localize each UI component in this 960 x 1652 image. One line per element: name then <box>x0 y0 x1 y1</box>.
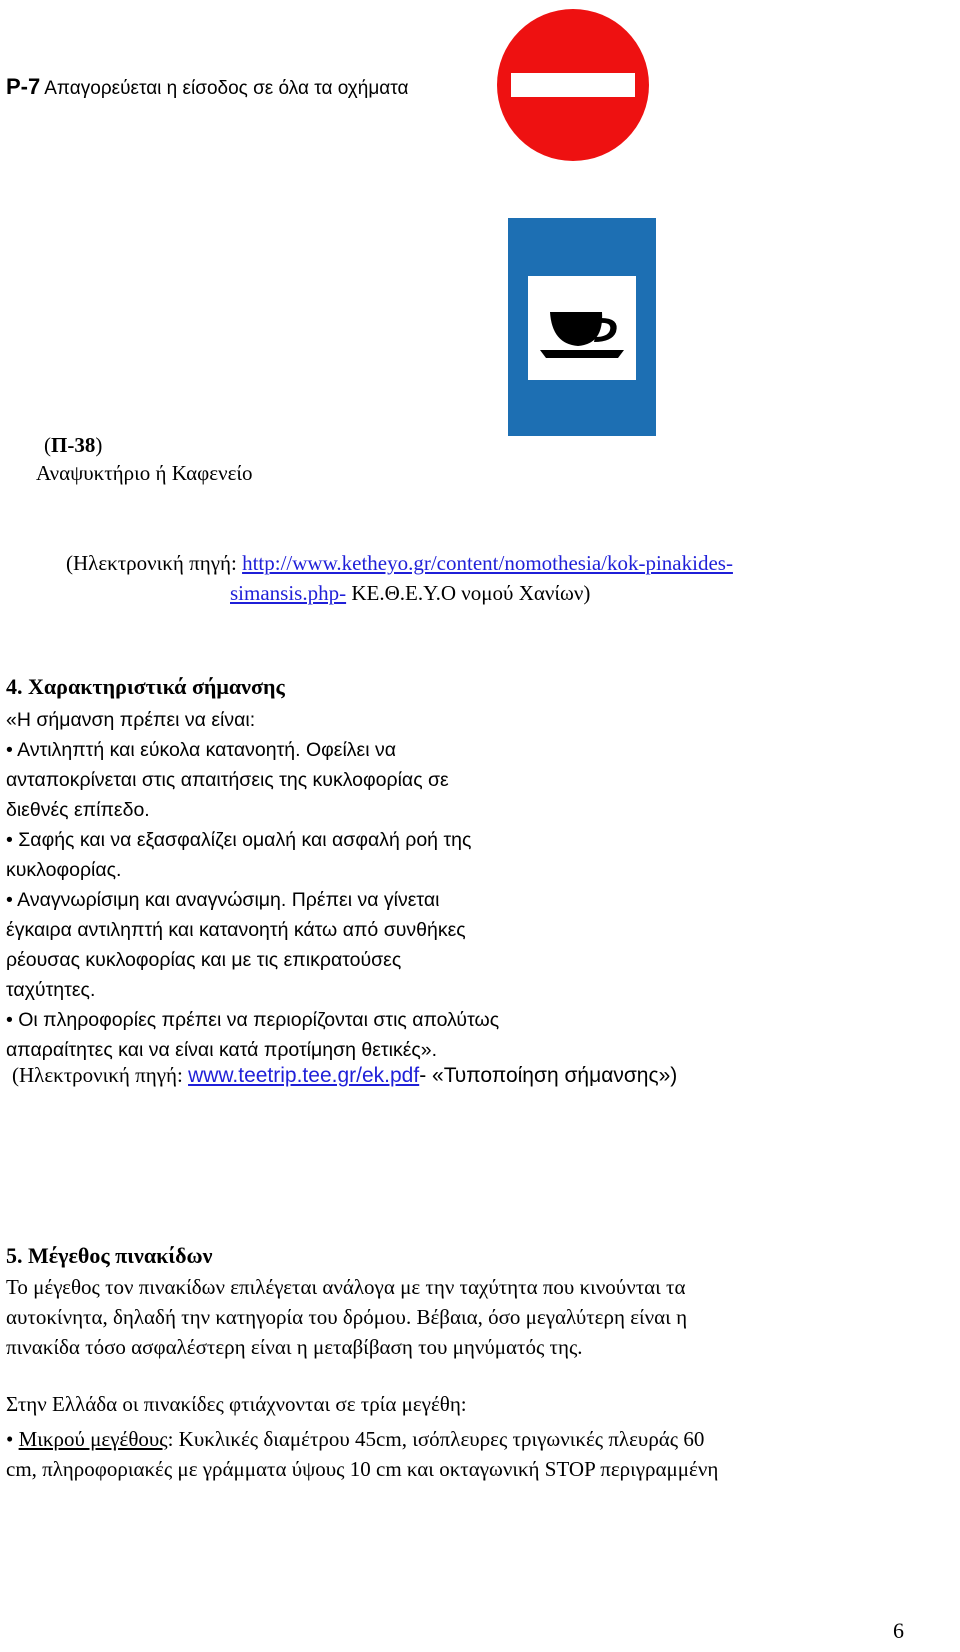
section4-line: απαραίτητες και να είναι κατά προτίμηση θετικές». <box>6 1039 438 1061</box>
section4-line: • Αντιληπτή και εύκολα κατανοητή. Οφείλει να <box>6 739 397 761</box>
section5-bullet-line1 <box>6 1424 718 1454</box>
page-number: 6 <box>893 1618 904 1643</box>
source1-suffix: ΚΕ.Θ.Ε.Υ.Ο νομού Χανίων) <box>346 581 591 605</box>
p38-code: Π-38 <box>51 433 96 457</box>
section4-body <box>6 705 499 1065</box>
section5-bullet <box>6 1424 718 1484</box>
p7-code: P-7 <box>6 74 41 99</box>
section4-line: διεθνές επίπεδο. <box>6 799 150 821</box>
source1-line2 <box>230 581 590 606</box>
section4-line: • Αναγνωρίσιμη και αναγνώσιμη. Πρέπει να γίνεται <box>6 889 440 911</box>
section4-line: ταχύτητες. <box>6 979 96 1001</box>
source1-link-part1[interactable]: http://www.ketheyo.gr/content/nomothesia/kok-pinakides- <box>242 551 733 575</box>
section4-source <box>12 1063 677 1088</box>
section4-heading: 4. Χαρακτηριστικά σήμανσης <box>6 674 285 699</box>
bullet-mark: • <box>6 1427 19 1451</box>
section5-p1-line: αυτοκίνητα, δηλαδή την κατηγορία του δρόμου. Βέβαια, όσο μεγαλύτερη είναι η <box>6 1305 688 1329</box>
section5-p1-line: πινακίδα τόσο ασφαλέστερη είναι η μεταβίβαση του μηνύματός της. <box>6 1335 583 1359</box>
section5-paragraph2: Στην Ελλάδα οι πινακίδες φτιάχνονται σε τρία μεγέθη: <box>6 1392 467 1416</box>
section5-bullet-line2: cm, πληροφοριακές με γράμματα ύψους 10 cm και οκταγωνική STOP περιγραμμένη <box>6 1457 719 1481</box>
section4-line: έγκαιρα αντιληπτή και κατανοητή κάτω από συνθήκες <box>6 919 466 941</box>
section4-line: κυκλοφορίας. <box>6 859 122 881</box>
section5-paragraph1 <box>6 1272 687 1362</box>
bullet-term: Μικρού μεγέθους <box>18 1427 168 1451</box>
p7-caption-line <box>6 74 409 100</box>
p7-caption: Απαγορεύεται η είσοδος σε όλα τα οχήματα <box>44 78 409 99</box>
cafe-sign <box>508 218 656 436</box>
source1-line1 <box>66 551 733 576</box>
bullet-rest: : Κυκλικές διαμέτρου 45cm, ισόπλευρες τριγωνικές πλευράς 60 <box>167 1427 705 1451</box>
section4-source-prefix: (Ηλεκτρονική πηγή: <box>12 1063 189 1087</box>
section5-heading: 5. Μέγεθος πινακίδων <box>6 1243 213 1268</box>
source1-prefix: (Ηλεκτρονική πηγή: <box>66 551 243 575</box>
p38-caption: Αναψυκτήριο ή Καφενείο <box>36 461 253 485</box>
section4-line: • Σαφής και να εξασφαλίζει ομαλή και ασφαλή ροή της <box>6 829 472 851</box>
section4-line: ρέουσας κυκλοφορίας και με τις επικρατούσες <box>6 949 402 971</box>
p38-code-line <box>44 433 102 458</box>
p38-paren-close: ) <box>95 433 103 457</box>
no-entry-sign-bar <box>511 73 635 97</box>
p38-paren-open: ( <box>44 433 51 457</box>
no-entry-sign <box>496 8 650 162</box>
section4-line: • Οι πληροφορίες πρέπει να περιορίζονται στις απολύτως <box>6 1009 500 1031</box>
section4-source-suffix: - «Τυποποίηση σήμανσης») <box>419 1064 678 1087</box>
source1-link-part2[interactable]: simansis.php- <box>230 581 347 605</box>
section4-line: ανταποκρίνεται στις απαιτήσεις της κυκλοφορίας σε <box>6 769 449 791</box>
section5-p1-line: Το μέγεθος τον πινακίδων επιλέγεται ανάλογα με την ταχύτητα που κινούνται τα <box>6 1275 686 1299</box>
section4-source-link[interactable]: www.teetrip.tee.gr/ek.pdf <box>188 1064 420 1087</box>
section4-line: «Η σήμανση πρέπει να είναι: <box>6 709 256 731</box>
